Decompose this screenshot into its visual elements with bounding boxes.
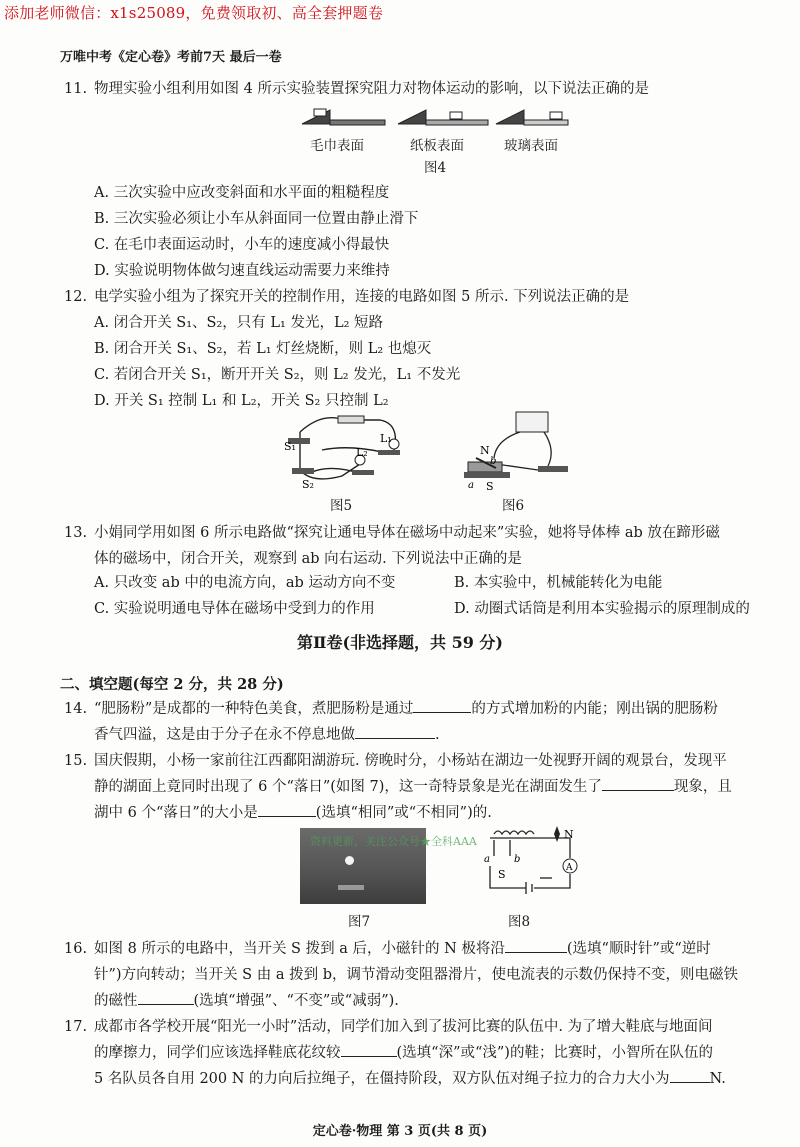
label-b: b (490, 456, 497, 467)
figure-5-circuit (282, 414, 412, 492)
question-11: 11. 物理实验小组利用如图 4 所示实验装置探究阻力对物体运动的影响，以下说法正确的是 (64, 81, 649, 97)
question-13-line2: 体的磁场中，闭合开关，观察到 ab 向右运动. 下列说法中正确的是 (94, 551, 522, 567)
q13-option-b: B. 本实验中，机械能转化为电能 (454, 575, 663, 591)
question-12: 12. 电学实验小组为了探究开关的控制作用，连接的电路如图 5 所示. 下列说法正确的是 (64, 289, 630, 305)
figure-7-caption: 图7 (348, 914, 371, 930)
label-l2: L₂ (356, 446, 368, 459)
q13-option-c: C. 实验说明通电导体在磁场中受到力的作用 (94, 601, 375, 617)
label-s: S (486, 480, 494, 493)
question-17-line2: 的摩擦力，同学们应该选择鞋底花纹较 (选填“深”或“浅”)的鞋；比赛时，小智所在队伍的 (94, 1040, 800, 1066)
label-s2: S₂ (302, 478, 314, 491)
ad-banner: 添加老师微信：x1s25089，免费领取初、高全套押题卷 (4, 4, 384, 22)
paper-header: 万唯中考《定心卷》考前7天 最后一卷 (60, 50, 282, 65)
label-fig8-b: b (514, 854, 521, 865)
q12-option-c: C. 若闭合开关 S₁，断开开关 S₂，则 L₂ 发光，L₁ 不发光 (94, 367, 461, 383)
question-15-line1: 15. 国庆假期，小杨一家前往江西鄱阳湖游玩. 傍晚时分，小杨站在湖边一处视野开阔的观景台，发现平 (64, 753, 727, 769)
question-17-line1: 17. 成都市各学校开展“阳光一小时”活动，同学们加入到了拔河比赛的队伍中. 为了增大鞋底与地面间 (64, 1019, 713, 1035)
q12-option-d: D. 开关 S₁ 控制 L₁ 和 L₂，开关 S₂ 只控制 L₂ (94, 393, 389, 409)
figure-8-caption: 图8 (508, 914, 531, 930)
q11-option-b: B. 三次实验必须让小车从斜面同一位置由静止滑下 (94, 211, 419, 227)
question-13-line1: 13. 小娟同学用如图 6 所示电路做“探究让通电导体在磁场中动起来”实验，她将导体棒 ab 放在蹄形磁 (64, 525, 720, 541)
q13-option-d: D. 动圈式话筒是利用本实验揭示的原理制成的 (454, 601, 750, 617)
section-2-title: 第Ⅱ卷(非选择题，共 59 分) (296, 633, 504, 652)
q12-option-b: B. 闭合开关 S₁、S₂，若 L₁ 灯丝烧断，则 L₂ 也熄灭 (94, 341, 432, 357)
q12-option-a: A. 闭合开关 S₁、S₂，只有 L₁ 发光，L₂ 短路 (94, 315, 384, 331)
label-a: a (468, 480, 474, 491)
q11-option-c: C. 在毛巾表面运动时，小车的速度减小得最快 (94, 237, 390, 253)
figure-8-electromagnet-circuit (470, 826, 582, 906)
watermark-text: 资料更新，关注公众号★全科AAA (310, 835, 477, 848)
page-footer: 定心卷·物理 第 3 页(共 8 页) (312, 1124, 488, 1139)
label-s1: S₁ (284, 440, 296, 453)
surface-label-cardboard: 纸板表面 (410, 138, 464, 154)
figure-6-motor-apparatus (456, 410, 574, 492)
figure-6-caption: 图6 (502, 498, 525, 514)
part-2-heading: 二、填空题(每空 2 分，共 28 分) (60, 676, 284, 693)
q13-option-a: A. 只改变 ab 中的电流方向，ab 运动方向不变 (94, 575, 396, 591)
question-17-line3: 5 名队员各自用 200 N 的力向后拉绳子，在僵持阶段，双方队伍对绳子拉力的合力大小为 N. (94, 1066, 800, 1092)
label-fig8-n: N (564, 828, 574, 841)
label-n: N (480, 444, 490, 457)
question-15-line2: 静的湖面上竟同时出现了 6 个“落日”(如图 7)，这一奇特景象是光在湖面发生了 现象，且 (94, 774, 800, 800)
label-fig8-s: S (498, 868, 506, 881)
question-16-line2: 针”)方向转动；当开关 S 由 a 拨到 b，调节滑动变阻器滑片，使电流表的示数仍保持不变，则电磁铁 (94, 967, 738, 983)
q11-option-d: D. 实验说明物体做匀速直线运动需要力来维持 (94, 263, 390, 279)
question-15-line3: 湖中 6 个“落日”的大小是 (选填“相同”或“不相同”)的. (94, 800, 800, 826)
surface-label-glass: 玻璃表面 (504, 138, 558, 154)
label-ammeter: A (566, 863, 573, 873)
q11-option-a: A. 三次实验中应改变斜面和水平面的粗糙程度 (94, 185, 390, 201)
question-14-line1: 14. “肥肠粉”是成都的一种特色美食，煮肥肠粉是通过 的方式增加粉的内能；刚出锅的肥肠粉 (64, 696, 784, 722)
figure-4-caption: 图4 (424, 160, 447, 176)
question-16-line1: 16. 如图 8 所示的电路中，当开关 S 拨到 a 后，小磁针的 N 极将沿 (选填“顺时针”或“逆时 (64, 936, 784, 962)
label-l1: L₁ (380, 432, 392, 445)
figure-4-ramps (300, 104, 570, 130)
surface-label-towel: 毛巾表面 (310, 138, 364, 154)
question-16-line3: 的磁性 (选填“增强”、“不变”或“减弱”). (94, 988, 800, 1014)
label-fig8-a: a (484, 854, 490, 865)
question-14-line2: 香气四溢，这是由于分子在永不停息地做 . (94, 722, 800, 748)
figure-5-caption: 图5 (330, 498, 353, 514)
